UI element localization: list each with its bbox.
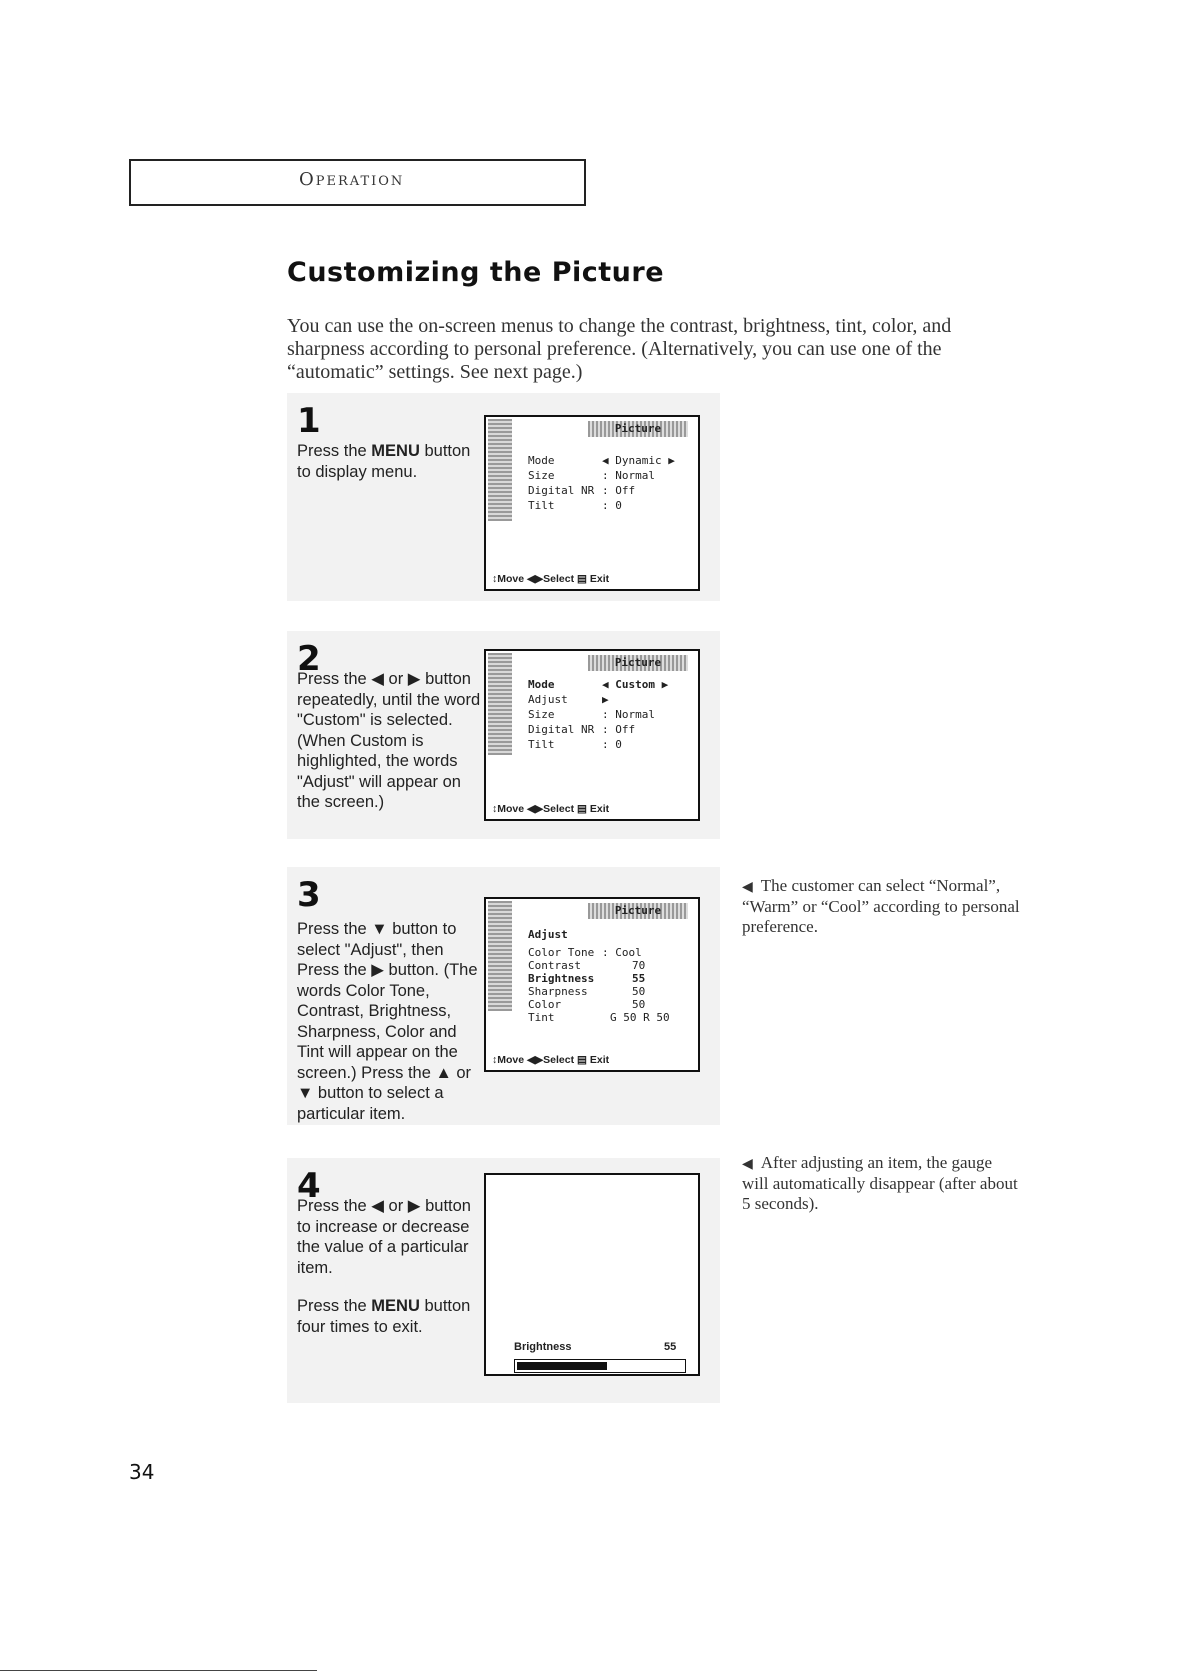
- arrow-left-icon: ◀: [742, 879, 753, 895]
- osd-section-header: Adjust: [528, 928, 568, 941]
- section-label: Operation: [299, 169, 405, 190]
- osd-row: Tint G 50 R 50: [528, 1011, 670, 1024]
- osd-title: Picture: [588, 421, 688, 437]
- menu-icons: [488, 653, 512, 755]
- step-number: 4: [297, 1166, 321, 1206]
- page-number: 34: [129, 1460, 155, 1484]
- section-header-box: [129, 159, 586, 206]
- menu-icons: [488, 901, 512, 1011]
- step-number: 2: [297, 639, 321, 679]
- step-1: [287, 393, 720, 601]
- osd-menu: [528, 927, 688, 1024]
- step-number: 3: [297, 875, 321, 915]
- step-instruction: Press the ▼ button to select "Adjust", then Press the ▶ button. (The words Color Tone, Contrast, Brightness, Sharpness, Color and Tint will appear on the screen.) Press the ▲ or ▼ button to select a particular item.: [297, 920, 478, 1123]
- step-instruction: Press the ◀ or ▶ button repeatedly, until the word "Custom" is selected. (When Custom is highlighted, the words "Adjust" will appear on the screen.): [297, 670, 481, 811]
- step-3: [287, 867, 720, 1125]
- osd-row: Size : Normal: [528, 469, 655, 482]
- page-title: Customizing the Picture: [287, 257, 665, 288]
- osd-row: Tilt : 0: [528, 738, 622, 751]
- osd-footer: ↕Move ◀▶Select ▤ Exit: [492, 803, 610, 815]
- gauge-label: Brightness: [514, 1341, 572, 1353]
- bottom-rule: [0, 1670, 317, 1671]
- osd-row: Size : Normal: [528, 708, 655, 721]
- step-4: [287, 1158, 720, 1403]
- osd-footer: ↕Move ◀▶Select ▤ Exit: [492, 1054, 610, 1066]
- arrow-left-icon: ◀: [742, 1156, 753, 1172]
- osd-row: Digital NR : Off: [528, 723, 636, 736]
- osd-row: Sharpness 50: [528, 985, 646, 998]
- gauge-fill: [517, 1362, 607, 1370]
- osd-row: Brightness 55: [528, 972, 646, 985]
- osd-row: Color Tone : Cool: [528, 946, 642, 959]
- note-step-4: ◀ After adjusting an item, the gauge will automatically disappear (after about 5 seconds).: [742, 1153, 1018, 1213]
- osd-menu: [528, 677, 688, 752]
- osd-title: Picture: [588, 655, 688, 671]
- osd-footer: ↕Move ◀▶Select ▤ Exit: [492, 573, 610, 585]
- osd-screen: [484, 897, 700, 1072]
- intro-paragraph: You can use the on-screen menus to change the contrast, brightness, tint, color, and sharpness according to personal preference. (Alternatively, you can use one of the “automatic” settings. See next page.): [287, 315, 952, 383]
- osd-row: Digital NR : Off: [528, 484, 636, 497]
- menu-icons: [488, 419, 512, 521]
- menu-key: MENU: [371, 442, 420, 460]
- step-instruction: Press the ◀ or ▶ button to increase or decrease the value of a particular item. Press the MENU button four times to exit.: [297, 1197, 471, 1336]
- osd-row: Tilt : 0: [528, 499, 622, 512]
- osd-row: Mode ◀ Dynamic ▶: [528, 454, 675, 467]
- osd-title: Picture: [588, 903, 688, 919]
- osd-row: Contrast 70: [528, 959, 646, 972]
- brightness-gauge: [514, 1359, 686, 1373]
- osd-screen: [484, 1173, 700, 1376]
- note-step-3: ◀ The customer can select “Normal”, “Warm” or “Cool” according to personal preference.: [742, 876, 1020, 936]
- step-number: 1: [297, 401, 321, 441]
- menu-key: MENU: [371, 1297, 420, 1315]
- osd-row: Mode ◀ Custom ▶: [528, 678, 669, 691]
- osd-screen: [484, 415, 700, 591]
- osd-row: Adjust ▶: [528, 693, 609, 706]
- step-instruction: Press the MENU button to display menu.: [297, 442, 471, 481]
- gauge-value: 55: [664, 1341, 677, 1353]
- osd-screen: [484, 649, 700, 821]
- step-2: [287, 631, 720, 839]
- osd-menu: [528, 453, 688, 513]
- osd-row: Color 50: [528, 998, 646, 1011]
